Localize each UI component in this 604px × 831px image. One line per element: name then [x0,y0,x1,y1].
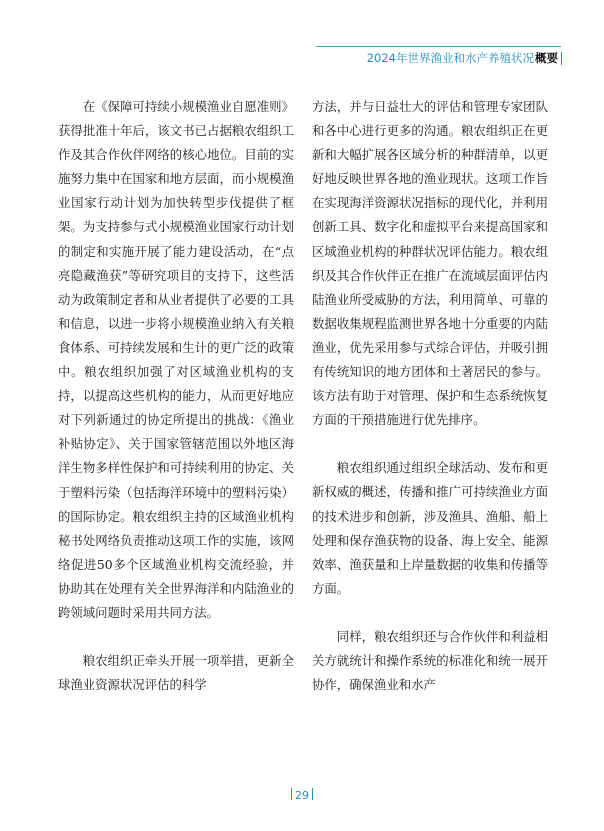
footer-bar-right [312,788,313,800]
header-bar [561,52,562,65]
report-series-title: 2024年世界渔业和水产养殖状况 [366,51,534,65]
paragraph-statistics-standardization: 同样，粮农组织还与合作伙伴和利益相关方就统计和操作系统的标准化和统一展开协作，确保渔业和水产 [312,628,548,693]
paragraph-stock-assessment-start: 粮农组织正牵头开展一项举措，更新全球渔业资源状况评估的科学 [58,653,294,693]
footer-bar-left [291,788,292,800]
running-header [367,50,562,66]
page-number: 29 [295,789,309,802]
paragraph-voluntary-guidelines: 在《保障可持续小规模渔业自愿准则》获得批准十年后，该文书已占据粮农组织工作及其合作伙伴网络的核心地位。目前的实施努力集中在国家和地方层面，而小规模渔业国家行动计划为加快转型步伐提供了框架。为支持参与式小规模渔业国家行动计划的制定和实施开展了能力建设活动，在“点亮隐藏渔获”等研究项目的支持下，这些活动为政策制定者和从业者提供了必要的工具和信息，以进一步将小规模渔业纳入有关粮食体系、可持续发展和生计的更广泛的政策中。粮农组织加强了对区域渔业机构的支持，以提高这些机构的能力，从而更好地应对下列新通过的协定所提出的挑战：《渔业补贴协定》、关于国家管辖范围以外地区海洋生物多样性保护和可持续利用的协定、关于塑料污染（包括海洋环境中的塑料污染）的国际协定。粮农组织主持的区域渔业机构秘书处网络负责推动这项工作的实施，该网络促进50多个区域渔业机构交流经验，并协助其在处理有关全世界海洋和内陆渔业的跨领域问题时采用共同方法。 [58,99,294,620]
paragraph-technology-dissemination: 粮农组织通过组织全球活动、发布和更新权威的概述，传播和推广可持续渔业方面的技术进步和创新，涉及渔具、渔船、船上处理和保存渔获物的设备、海上安全、能源效率、渔获量和上岸量数据的收集和传播等方面。 [312,460,548,596]
left-column [58,95,294,697]
section-title: 概要 [535,51,558,65]
header-rule [316,46,561,47]
page-footer [0,788,604,803]
right-column [312,95,548,697]
paragraph-stock-assessment-continued: 方法，并与日益壮大的评估和管理专家团队和各中心进行更多的沟通。粮农组织正在更新和大幅扩展各区域分析的种群清单，以更好地反映世界各地的渔业现状。这项工作旨在实现海洋资源状况指标的现代化，并利用创新工具、数字化和虚拟平台来提高国家和区域渔业机构的种群状况评估能力。粮农组织及其合作伙伴正在推广在流域层面评估内陆渔业所受威胁的方法，利用简单、可靠的数据收集规程监测世界各地十分重要的内陆渔业，优先采用参与式综合评估，并吸引拥有传统知识的地方团体和土著居民的参与。该方法有助于对管理、保护和生态系统恢复方面的干预措施进行优先排序。 [312,99,548,428]
